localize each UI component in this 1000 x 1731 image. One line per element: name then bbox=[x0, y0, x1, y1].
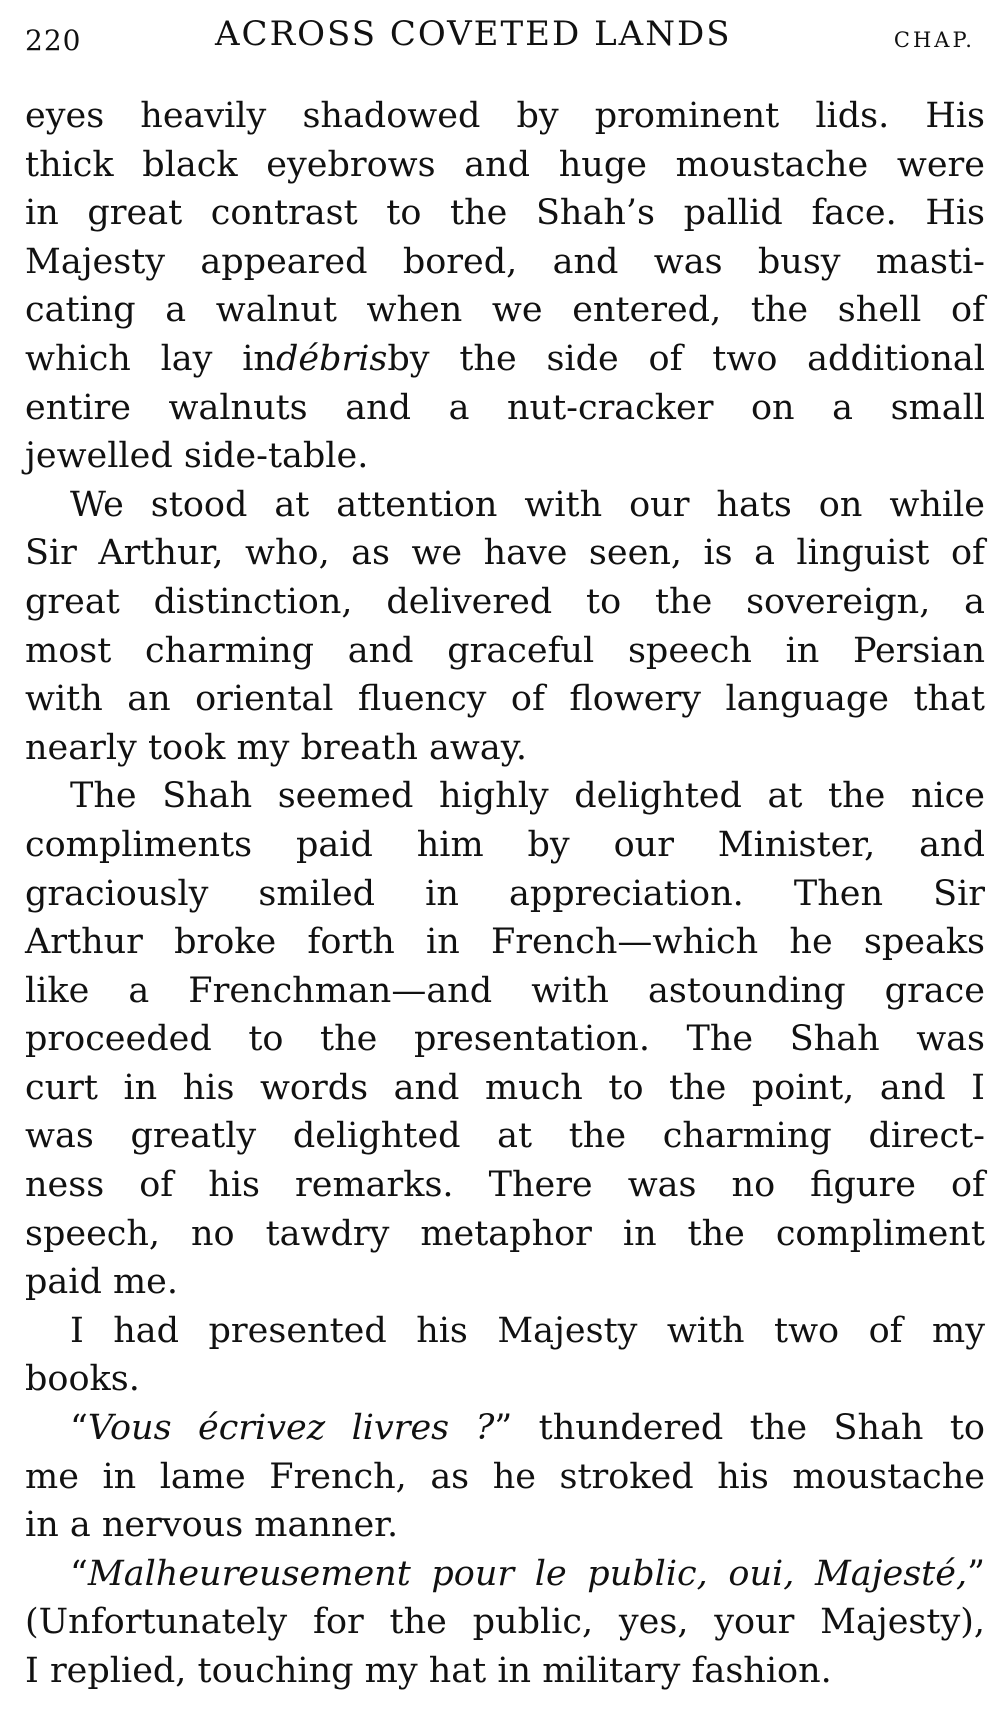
italic-phrase-malheureusement: Malheureusement pour le public, oui, Majesté, bbox=[87, 1553, 968, 1594]
open-quote: “ bbox=[70, 1553, 88, 1594]
text-line: entire walnuts and a nut-cracker on a small bbox=[25, 387, 985, 428]
text-line: eyes heavily shadowed by prominent lids. His bbox=[25, 96, 985, 136]
text-line: (Unfortunately for the public, yes, your Majesty), bbox=[25, 1602, 985, 1643]
line-text: by the side of two additional bbox=[387, 338, 985, 379]
close-quote: ” bbox=[967, 1553, 985, 1594]
text-line-mixed bbox=[25, 1404, 985, 1453]
text-line: in great contrast to the Shah’s pallid face. His bbox=[25, 193, 985, 234]
page-number: 220 bbox=[25, 24, 82, 57]
text-line: nearly took my breath away. bbox=[25, 727, 527, 768]
text-line: me in lame French, as he stroked his moustache bbox=[25, 1456, 985, 1497]
text-line: with an oriental fluency of flowery language that bbox=[25, 679, 985, 720]
text-line: jewelled side-table. bbox=[25, 436, 369, 477]
italic-word-debris: débris bbox=[275, 338, 388, 379]
text-line: was greatly delighted at the charming direct- bbox=[25, 1116, 985, 1157]
text-line: The Shah seemed highly delighted at the nice bbox=[70, 776, 985, 817]
text-line-mixed bbox=[25, 1550, 985, 1599]
text-line: curt in his words and much to the point, and I bbox=[25, 1067, 985, 1108]
text-line: proceeded to the presentation. The Shah was bbox=[25, 1019, 985, 1060]
text-line: Arthur broke forth in French—which he speaks bbox=[25, 922, 985, 963]
text-line: I replied, touching my hat in military fashion. bbox=[25, 1651, 832, 1691]
text-line: like a Frenchman—and with astounding grace bbox=[25, 970, 985, 1011]
text-line: graciously smiled in appreciation. Then Sir bbox=[25, 873, 985, 914]
body-text bbox=[25, 92, 985, 1692]
running-title: ACROSS COVETED LANDS bbox=[215, 14, 732, 54]
running-head bbox=[25, 6, 975, 60]
text-line: thick black eyebrows and huge moustache were bbox=[25, 144, 985, 185]
text-line-mixed bbox=[25, 335, 985, 384]
text-line: books. bbox=[25, 1359, 140, 1400]
text-line: We stood at attention with our hats on while bbox=[70, 484, 985, 525]
text-line: great distinction, delivered to the sovereign, a bbox=[25, 581, 985, 622]
open-quote: “ bbox=[70, 1408, 88, 1449]
text-line: cating a walnut when we entered, the shell of bbox=[25, 290, 985, 331]
line-text: ” thundered the Shah to bbox=[494, 1408, 986, 1449]
line-text: which lay in bbox=[25, 338, 276, 379]
text-line: compliments paid him by our Minister, and bbox=[25, 824, 985, 865]
text-line: Sir Arthur, who, as we have seen, is a linguist of bbox=[25, 533, 985, 574]
text-line: I had presented his Majesty with two of my bbox=[70, 1310, 985, 1351]
text-line: ness of his remarks. There was no figure of bbox=[25, 1165, 985, 1206]
text-line: Majesty appeared bored, and was busy masti- bbox=[25, 241, 985, 282]
text-line: speech, no tawdry metaphor in the compliment bbox=[25, 1213, 985, 1254]
text-line: paid me. bbox=[25, 1262, 179, 1303]
italic-phrase-vous-ecrivez: Vous écrivez livres ? bbox=[87, 1408, 495, 1449]
chapter-label: CHAP. bbox=[893, 28, 975, 52]
text-line: most charming and graceful speech in Persian bbox=[25, 630, 985, 671]
text-line: in a nervous manner. bbox=[25, 1505, 399, 1546]
